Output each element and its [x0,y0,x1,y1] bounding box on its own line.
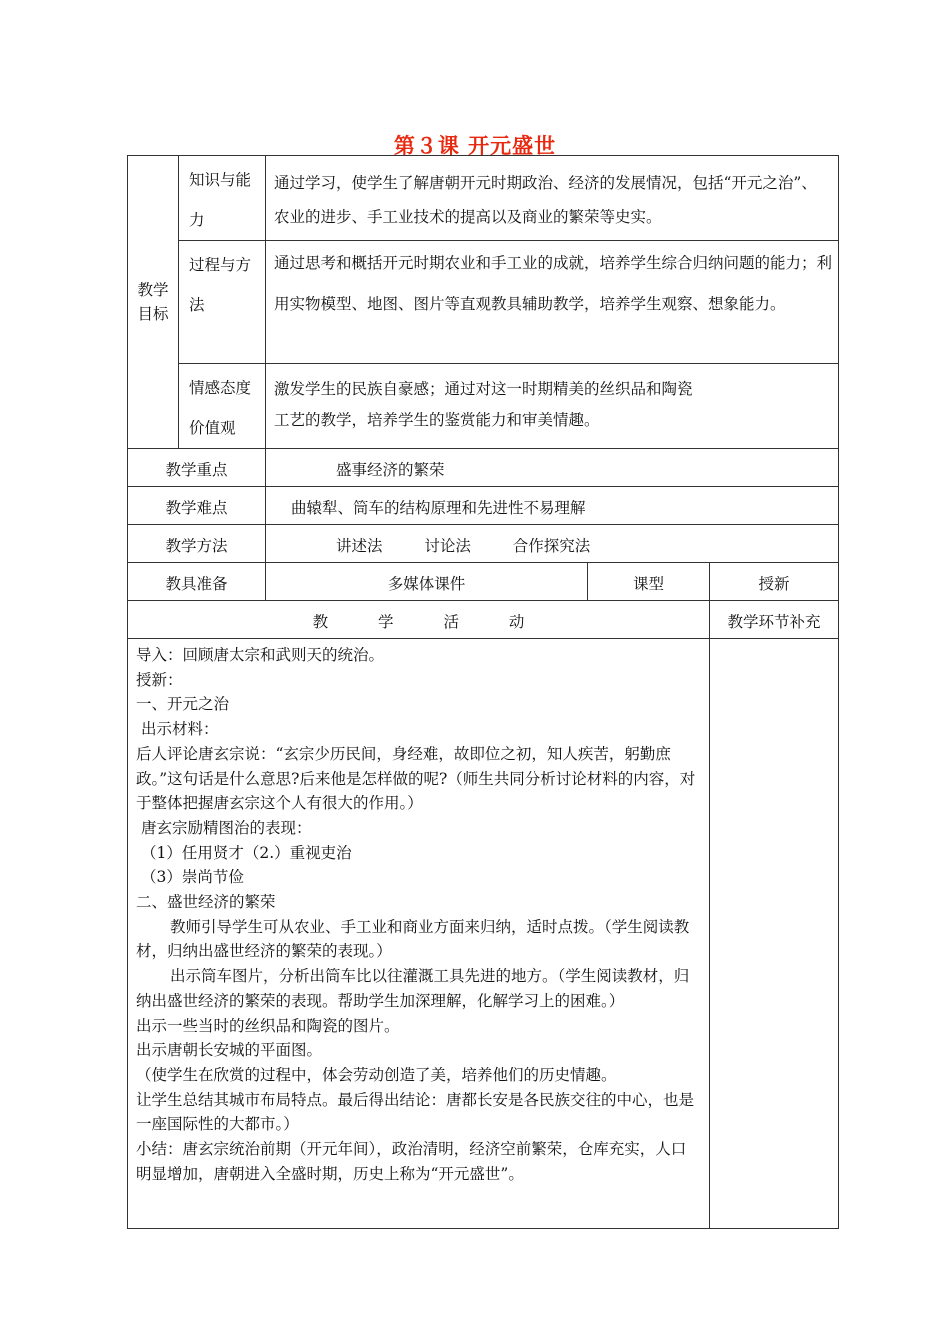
activity-header: 教 学 活 动 [128,601,710,639]
goal-text-emotion: 激发学生的民族自豪感；通过对这一时期精美的丝织品和陶瓷 工艺的教学，培养学生的鉴赏能力和审美情趣。 [266,364,839,449]
lesson-plan-table [127,155,839,1229]
lesson-type-label: 课型 [588,563,710,601]
activity-intro: 导入：回顾唐太宗和武则天的统治。 [136,646,385,664]
difficulty-row [128,487,839,525]
supplement-content [710,639,839,1229]
methods-values [266,525,839,563]
activity-new: 授新： [136,670,183,689]
activity-row [128,639,839,1229]
activity-section-2: 二、盛世经济的繁荣 [136,893,276,912]
activity-material: 出示材料： [141,720,219,739]
supplement-header: 教学环节补充 [710,601,839,639]
activity-silk: 出示一些当时的丝织品和陶瓷的图片。 [136,1016,400,1035]
methods-label: 教学方法 [128,525,266,563]
goal-row-emotion [128,364,839,449]
key-point-label: 教学重点 [128,449,266,487]
method-cooperative: 合作探究法 [512,537,591,555]
activity-content [128,639,710,1229]
tools-row [128,563,839,601]
goal-text-process: 通过思考和概括开元时期农业和手工业的成就，培养学生综合归纳问题的能力；利用实物模型、地图、图片等直观教具辅助教学，培养学生观察、想象能力。 [266,241,839,364]
difficulty-value: 曲辕犁、筒车的结构原理和先进性不易理解 [266,487,839,525]
activity-header-row [128,601,839,639]
activity-waterwheel: 出示筒车图片，分析出筒车比以往灌溉工具先进的地方。（学生阅读教材，归纳出盛世经济的繁荣的表现。帮助学生加深理解，化解学习上的困难。） [136,967,690,1010]
goal-row-process [128,241,839,364]
activity-quote: 后人评论唐玄宗说：“玄宗少历民间，身经难，故即位之初，知人疾苦，躬勤庶政。”这句话是什么意思?后来他是怎样做的呢?（师生共同分析讨论材料的内容，对于整体把握唐玄宗这个人有很大的作用。） [136,744,696,813]
key-point-row [128,449,839,487]
goal-label-process: 过程与方法 [179,241,266,364]
activity-guide: 教师引导学生可从农业、手工业和商业方面来归纳，适时点拨。（学生阅读教材，归纳出盛世经济的繁荣的表现。） [136,917,690,961]
difficulty-label: 教学难点 [128,487,266,525]
method-discussion: 讨论法 [424,537,471,555]
key-point-value: 盛事经济的繁荣 [266,449,839,487]
lesson-title: 第３课 开元盛世 [393,134,557,158]
activity-summary: 小结：唐玄宗统治前期（开元年间），政治清明，经济空前繁荣，仓库充实，人口明显增加，唐朝进入全盛时期，历史上称为“开元盛世”。 [136,1140,687,1183]
activity-summarize: 让学生总结其城市布局特点。最后得出结论：唐都长安是各民族交往的中心，也是一座国际性的大都市。） [136,1090,695,1134]
goal-label-emotion: 情感态度价值观 [179,364,266,449]
activity-section-1: 一、开元之治 [136,695,230,714]
method-lecture: 讲述法 [336,537,383,555]
goal-label-knowledge: 知识与能力 [179,156,266,241]
activity-performance: 唐玄宗励精图治的表现： [141,818,312,837]
activity-item-1-2: （1）任用贤才（2.）重视吏治 [141,843,352,862]
tools-label: 教具准备 [128,563,266,601]
methods-row [128,525,839,563]
goal-text-knowledge: 通过学习，使学生了解唐朝开元时期政治、经济的发展情况，包括“开元之治”、农业的进步、手工业技术的提高以及商业的繁荣等史实。 [266,156,839,241]
tools-value: 多媒体课件 [266,563,588,601]
activity-changan-map: 出示唐朝长安城的平面图。 [136,1041,323,1060]
activity-item-3: （3）崇尚节俭 [141,868,244,887]
goals-header: 教学目标 [128,156,179,449]
lesson-type-value: 授新 [710,563,839,601]
activity-appreciate: （使学生在欣赏的过程中，体会劳动创造了美，培养他们的历史情趣。 [136,1065,617,1084]
goal-row-knowledge [128,156,839,241]
